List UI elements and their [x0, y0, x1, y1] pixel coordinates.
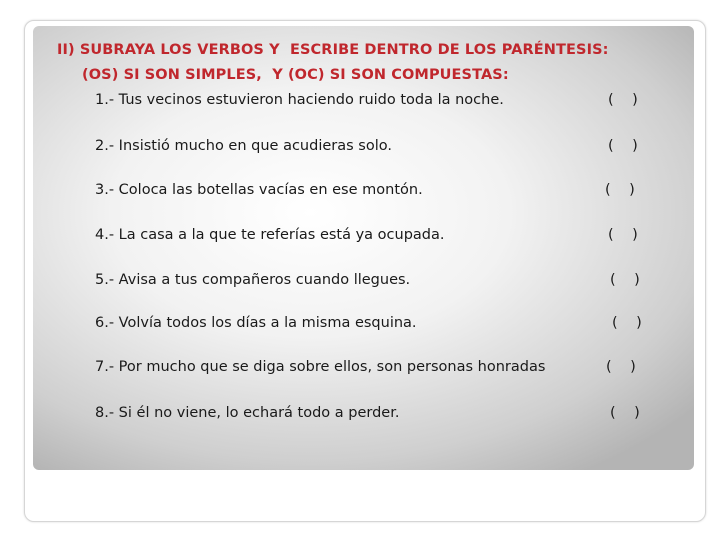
answer-blank[interactable]: ( ) [605, 182, 635, 198]
answer-blank[interactable]: ( ) [608, 227, 638, 243]
instruction-heading-line-1: II) SUBRAYA LOS VERBOS Y ESCRIBE DENTRO DE LOS PARÉNTESIS: [57, 42, 609, 58]
exercise-sentence: 4.- La casa a la que te referías está ya ocupada. [95, 227, 445, 243]
answer-blank[interactable]: ( ) [612, 315, 642, 331]
instruction-heading-line-2: (OS) SI SON SIMPLES, Y (OC) SI SON COMPUESTAS: [82, 67, 509, 83]
exercise-sentence: 5.- Avisa a tus compañeros cuando llegues. [95, 272, 411, 288]
answer-blank[interactable]: ( ) [608, 138, 638, 154]
answer-blank[interactable]: ( ) [610, 405, 640, 421]
exercise-item-3 [95, 182, 665, 206]
exercise-sentence: 6.- Volvía todos los días a la misma esquina. [95, 315, 417, 331]
exercise-item-8 [95, 405, 665, 429]
exercise-sentence: 2.- Insistió mucho en que acudieras solo. [95, 138, 392, 154]
answer-blank[interactable]: ( ) [610, 272, 640, 288]
answer-blank[interactable]: ( ) [606, 359, 636, 375]
exercise-item-6 [95, 315, 665, 339]
exercise-sentence: 8.- Si él no viene, lo echará todo a perder. [95, 405, 400, 421]
exercise-sentence: 3.- Coloca las botellas vacías en ese montón. [95, 182, 423, 198]
exercise-item-5 [95, 272, 665, 296]
exercise-sentence: 7.- Por mucho que se diga sobre ellos, son personas honradas [95, 359, 546, 375]
exercise-item-2 [95, 138, 665, 162]
answer-blank[interactable]: ( ) [608, 92, 638, 108]
exercise-item-4 [95, 227, 665, 251]
exercise-item-1 [95, 92, 665, 116]
exercise-sentence: 1.- Tus vecinos estuvieron haciendo ruido toda la noche. [95, 92, 504, 108]
exercise-item-7 [95, 359, 665, 383]
